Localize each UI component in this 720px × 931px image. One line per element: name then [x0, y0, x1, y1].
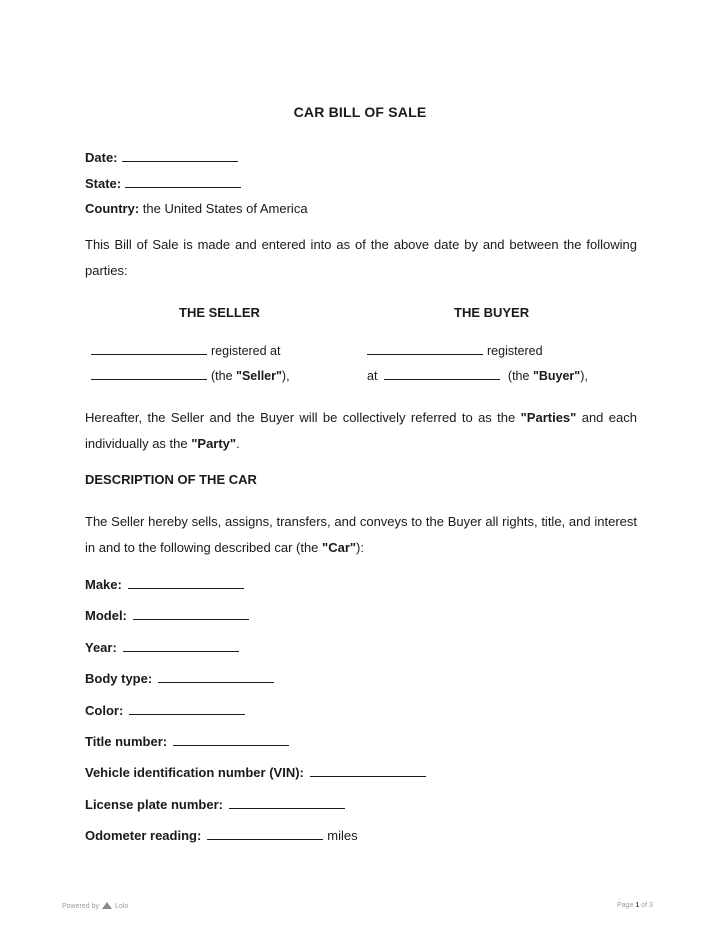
make-label: Make:: [85, 577, 122, 592]
buyer-line-1: [367, 343, 543, 358]
model-blank[interactable]: [133, 608, 249, 620]
odometer-label: Odometer reading:: [85, 828, 202, 843]
buyer-at-text: at: [367, 369, 378, 383]
seller-registered-text: registered at: [211, 344, 281, 358]
parties-term: "Parties": [520, 410, 577, 425]
date-blank[interactable]: [122, 150, 238, 162]
buyer-heading: THE BUYER: [454, 305, 530, 320]
odometer-blank[interactable]: [207, 828, 323, 840]
vin-label: Vehicle identification number (VIN):: [85, 765, 304, 780]
license-plate-field: [85, 797, 345, 812]
odometer-field: [85, 828, 358, 843]
seller-end: ),: [281, 369, 290, 383]
car-term: "Car": [322, 539, 357, 555]
buyer-registered-text: registered: [487, 344, 543, 358]
parties-text-3: .: [236, 435, 240, 451]
year-field: [85, 640, 239, 655]
footer-powered-by: [62, 902, 128, 910]
body-type-blank[interactable]: [158, 671, 274, 683]
seller-line-2: [91, 368, 290, 383]
page-current: 1: [635, 902, 640, 909]
seller-name-blank[interactable]: [91, 343, 207, 355]
parties-text-2: and each individually as the: [85, 410, 637, 451]
vin-field: [85, 765, 426, 780]
model-label: Model:: [85, 608, 127, 623]
buyer-name-blank[interactable]: [367, 343, 483, 355]
buyer-the-text: (the: [507, 369, 533, 383]
title-number-label: Title number:: [85, 734, 168, 749]
license-plate-blank[interactable]: [229, 797, 345, 809]
document-title: CAR BILL OF SALE: [293, 104, 427, 120]
powered-by-text: Powered by: [62, 903, 99, 910]
seller-address-blank[interactable]: [91, 368, 207, 380]
color-blank[interactable]: [129, 703, 245, 715]
buyer-end: ),: [580, 369, 588, 383]
footer-page-number: [617, 902, 653, 909]
year-blank[interactable]: [123, 640, 239, 652]
country-value: the United States of America: [142, 201, 308, 216]
parties-paragraph: [85, 405, 637, 456]
page-total: of 3: [641, 902, 653, 909]
vin-blank[interactable]: [310, 765, 426, 777]
description-heading: DESCRIPTION OF THE CAR: [85, 472, 257, 487]
description-text-2: ):: [356, 539, 364, 555]
body-type-field: [85, 671, 274, 686]
body-type-label: Body type:: [85, 671, 153, 686]
parties-text-1: Hereafter, the Seller and the Buyer will be collectively referred to as the: [85, 410, 521, 425]
date-line: [85, 150, 238, 165]
odometer-unit: miles: [327, 828, 358, 843]
brand-logo-icon: [102, 902, 112, 909]
buyer-term: "Buyer": [532, 369, 581, 383]
license-plate-label: License plate number:: [85, 797, 223, 812]
page-prefix: Page: [617, 902, 634, 909]
seller-heading: THE SELLER: [179, 305, 260, 320]
color-label: Color:: [85, 703, 124, 718]
party-term: "Party": [191, 435, 237, 451]
date-label: Date:: [85, 150, 118, 165]
country-label: Country:: [85, 201, 140, 216]
country-line: [85, 201, 308, 216]
description-text-1: The Seller hereby sells, assigns, transfers, and conveys to the Buyer all rights, title, and interest in and to the following described car (the: [85, 514, 637, 555]
seller-the-text: (the: [211, 369, 237, 383]
year-label: Year:: [85, 640, 117, 655]
title-number-field: [85, 734, 289, 749]
state-label: State:: [85, 176, 122, 191]
make-blank[interactable]: [128, 577, 244, 589]
title-number-blank[interactable]: [173, 734, 289, 746]
state-line: [85, 176, 241, 191]
color-field: [85, 703, 245, 718]
intro-paragraph: This Bill of Sale is made and entered into as of the above date by and between the following parties:: [85, 237, 637, 278]
model-field: [85, 608, 249, 623]
brand-name: Lolo: [114, 903, 129, 910]
buyer-address-blank[interactable]: [384, 368, 500, 380]
seller-line-1: [91, 343, 280, 358]
state-blank[interactable]: [125, 176, 241, 188]
description-paragraph: [85, 509, 637, 560]
buyer-line-2: [367, 368, 588, 383]
make-field: [85, 577, 244, 592]
seller-term: "Seller": [236, 369, 282, 383]
